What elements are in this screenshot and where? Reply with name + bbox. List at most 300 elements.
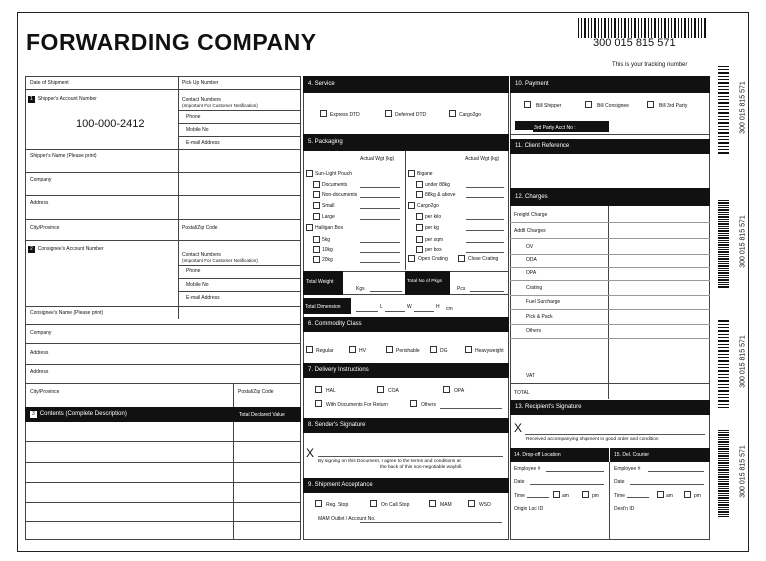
barcode-bar bbox=[718, 256, 729, 257]
packaging-right-label: per sqm bbox=[425, 237, 444, 243]
barcode-bar bbox=[718, 235, 729, 236]
wso-checkbox[interactable] bbox=[468, 500, 475, 507]
barcode-bar bbox=[718, 205, 729, 206]
opa-label: OPA bbox=[454, 388, 465, 394]
barcode-bar bbox=[718, 354, 729, 355]
sender-signature-header: 8. Sender's Signature bbox=[303, 418, 509, 433]
barcode-bar bbox=[718, 200, 729, 201]
packaging-right-weight-line[interactable] bbox=[466, 252, 504, 253]
barcode-bar bbox=[718, 109, 729, 110]
del-courier-am-label: am bbox=[666, 493, 673, 499]
packaging-left-weight-line[interactable] bbox=[360, 252, 400, 253]
packaging-left-checkbox[interactable] bbox=[313, 256, 320, 263]
charge-item-label: Addtl Charges bbox=[514, 228, 546, 234]
barcode-bar bbox=[718, 493, 729, 494]
barcode-bar bbox=[718, 455, 729, 457]
actual-wgt-left-label: Actual Wgt (kg) bbox=[360, 156, 395, 162]
barcode-bar bbox=[718, 237, 729, 239]
commodity-checkbox[interactable] bbox=[386, 346, 393, 353]
charge-row-line bbox=[510, 222, 710, 223]
barcode-bar bbox=[718, 226, 729, 227]
barcode-bar bbox=[718, 462, 729, 464]
barcode-bar bbox=[718, 439, 729, 440]
dim-cm-label: cm bbox=[446, 306, 453, 312]
consignee-company-label: Company bbox=[30, 330, 52, 336]
charge-item-label: TOTAL bbox=[514, 390, 530, 396]
actual-wgt-right-label: Actual Wgt (kg) bbox=[465, 156, 500, 162]
del-courier-pm-label: pm bbox=[694, 493, 701, 499]
del-courier-time-label: Time bbox=[614, 493, 625, 499]
tracking-number: 300 015 815 571 bbox=[593, 37, 676, 49]
consignee-mobile-label: Mobile No bbox=[186, 282, 209, 288]
barcode-bar bbox=[718, 279, 729, 281]
barcode-bar bbox=[718, 251, 729, 253]
barcode-bar bbox=[718, 476, 729, 478]
barcode-bar bbox=[718, 327, 729, 328]
packaging-right-weight-line[interactable] bbox=[466, 219, 504, 220]
charge-item-label: Crating bbox=[526, 285, 543, 291]
consignee-address-label-1: Address bbox=[30, 350, 49, 356]
barcode-bar bbox=[718, 490, 729, 492]
barcode-bar bbox=[718, 514, 729, 515]
barcode-bar bbox=[718, 474, 729, 475]
barcode-bar bbox=[718, 99, 729, 100]
acceptance-header: 9. Shipment Acceptance bbox=[303, 478, 509, 493]
charge-item-label: ODA bbox=[526, 257, 537, 263]
barcode-bar bbox=[718, 96, 729, 97]
barcode-bar bbox=[718, 337, 729, 338]
packaging-right-weight-line[interactable] bbox=[466, 197, 504, 198]
barcode-bar bbox=[718, 357, 729, 358]
kgs-label: Kgs bbox=[356, 286, 365, 292]
barcode-bar bbox=[718, 69, 729, 70]
packaging-right-checkbox[interactable] bbox=[416, 236, 423, 243]
packaging-right-label: 88kg & above bbox=[425, 192, 456, 198]
barcode-bar bbox=[718, 82, 729, 84]
close-crating-checkbox[interactable] bbox=[458, 255, 465, 262]
barcode-bar bbox=[718, 377, 729, 378]
barcode-bar bbox=[718, 384, 729, 385]
barcode-bar bbox=[718, 502, 729, 503]
third-party-acct-label: 3rd Party Acct No : bbox=[534, 125, 576, 131]
barcode-bar bbox=[718, 216, 729, 218]
packaging-left-weight-line[interactable] bbox=[360, 219, 400, 220]
del-courier-pm-checkbox[interactable] bbox=[684, 491, 691, 498]
charge-row-line bbox=[510, 309, 710, 310]
barcode-bar bbox=[718, 451, 729, 452]
bill-consignee-checkbox[interactable] bbox=[585, 101, 592, 108]
drop-off-pm-label: pm bbox=[592, 493, 599, 499]
commodity-checkbox[interactable] bbox=[306, 346, 313, 353]
reg-stop-label: Reg. Stop bbox=[326, 502, 349, 508]
barcode-bar bbox=[718, 89, 729, 90]
barcode-bar bbox=[718, 221, 729, 222]
commodity-label: Heavyweight bbox=[475, 348, 504, 354]
payment-header: 10. Payment bbox=[510, 76, 710, 93]
barcode-bar bbox=[718, 86, 729, 87]
contents-header: 3 Contents (Complete Description) bbox=[25, 407, 301, 422]
barcode-bar bbox=[718, 270, 729, 271]
barcode-bar bbox=[718, 261, 729, 262]
shipper-address-label: Address bbox=[30, 200, 49, 206]
barcode-bar bbox=[718, 129, 729, 130]
coa-checkbox[interactable] bbox=[377, 386, 384, 393]
others-label: Others bbox=[421, 402, 437, 408]
charge-row-line bbox=[510, 280, 710, 281]
hal-label: HAL bbox=[326, 388, 336, 394]
opa-checkbox[interactable] bbox=[443, 386, 450, 393]
packaging-right-checkbox[interactable] bbox=[416, 246, 423, 253]
barcode-bar bbox=[718, 500, 729, 501]
barcode-bar bbox=[718, 516, 729, 517]
packaging-left-checkbox[interactable] bbox=[313, 246, 320, 253]
drop-off-header: 14. Drop-off Location bbox=[514, 452, 561, 458]
packaging-left-checkbox[interactable] bbox=[313, 213, 320, 220]
on-call-stop-label: On Call Stop bbox=[381, 502, 410, 508]
packaging-left-checkbox[interactable] bbox=[306, 170, 313, 177]
barcode-bar bbox=[718, 394, 729, 395]
packaging-right-weight-line[interactable] bbox=[466, 242, 504, 243]
charge-row-line bbox=[510, 324, 710, 325]
shipper-contact-label: Contact Numbers bbox=[182, 97, 221, 103]
packaging-left-weight-line[interactable] bbox=[360, 187, 400, 188]
drop-off-pm-checkbox[interactable] bbox=[582, 491, 589, 498]
mam-checkbox[interactable] bbox=[429, 500, 436, 507]
barcode-bar bbox=[718, 432, 729, 433]
drop-off-employee-label: Employee # bbox=[514, 466, 541, 472]
charge-item-label: OPA bbox=[526, 270, 537, 276]
total-dimension-label: Total Dimension bbox=[305, 304, 341, 310]
barcode-bar bbox=[718, 467, 729, 468]
barcode-bar bbox=[718, 282, 729, 283]
deferred-dtd-label: Deferred DTD bbox=[395, 112, 427, 118]
section-3-number: 3 bbox=[32, 411, 35, 417]
barcode-bar bbox=[718, 479, 729, 480]
commodity-checkbox[interactable] bbox=[349, 346, 356, 353]
shipper-phone-label: Phone bbox=[186, 114, 201, 120]
barcode-bar bbox=[718, 79, 729, 80]
barcode-bar bbox=[718, 486, 729, 487]
barcode-bar bbox=[718, 364, 729, 365]
packaging-left-checkbox[interactable] bbox=[313, 191, 320, 198]
packaging-header: 5. Packaging bbox=[303, 134, 509, 151]
bill-shipper-checkbox[interactable] bbox=[524, 101, 531, 108]
with-documents-label: With Documents For Return bbox=[326, 402, 388, 408]
charge-item-label: OV bbox=[526, 244, 534, 250]
barcode-bar bbox=[718, 268, 729, 269]
pcs-label: Pcs bbox=[457, 286, 466, 292]
open-crating-checkbox[interactable] bbox=[408, 255, 415, 262]
barcode-bar bbox=[718, 254, 729, 255]
del-courier-employee-label: Employee # bbox=[614, 466, 641, 472]
charge-item-label: Freight Charge bbox=[514, 212, 548, 218]
bill-third-party-checkbox[interactable] bbox=[647, 101, 654, 108]
barcode-bar bbox=[718, 340, 729, 342]
barcode-bar bbox=[718, 334, 729, 335]
others-checkbox[interactable] bbox=[410, 400, 417, 407]
origin-loc-label: Origin Loc ID bbox=[514, 506, 544, 512]
packaging-left-weight-line[interactable] bbox=[360, 242, 400, 243]
side-barcode-number: 300 015 815 571 bbox=[739, 335, 747, 388]
shipper-company-label: Company bbox=[30, 177, 52, 183]
barcode-bar bbox=[718, 458, 729, 459]
packaging-right-weight-line[interactable] bbox=[466, 187, 504, 188]
packaging-right-checkbox[interactable] bbox=[408, 170, 415, 177]
side-barcode bbox=[718, 430, 729, 520]
sender-terms-line-2: the back of this non-negotiable waybill. bbox=[380, 465, 463, 470]
packaging-left-checkbox[interactable] bbox=[313, 236, 320, 243]
barcode-bar bbox=[718, 504, 729, 506]
barcode-bar bbox=[718, 495, 729, 496]
barcode-bar bbox=[718, 374, 729, 375]
barcode-bar bbox=[718, 453, 729, 454]
with-documents-checkbox[interactable] bbox=[315, 400, 322, 407]
charge-row-line bbox=[510, 238, 710, 239]
section-1-number: 1 bbox=[30, 96, 33, 102]
drop-off-am-label: am bbox=[562, 493, 569, 499]
commodity-checkbox[interactable] bbox=[430, 346, 437, 353]
barcode-bar bbox=[718, 249, 729, 250]
barcode-bar bbox=[718, 149, 729, 150]
reg-stop-checkbox[interactable] bbox=[315, 500, 322, 507]
mam-outlet-label: MAM Outlet / Account No. bbox=[318, 516, 376, 522]
barcode-bar bbox=[718, 483, 729, 485]
packaging-left-checkbox[interactable] bbox=[313, 202, 320, 209]
packaging-right-checkbox[interactable] bbox=[416, 224, 423, 231]
barcode-bar bbox=[718, 102, 729, 104]
barcode-bar bbox=[718, 207, 729, 208]
barcode-bar bbox=[718, 330, 729, 332]
charge-item-label: Others bbox=[526, 328, 542, 334]
packaging-right-label: under 88kg bbox=[425, 182, 451, 188]
barcode-bar bbox=[718, 122, 729, 124]
side-barcode-number: 300 015 815 571 bbox=[739, 215, 747, 268]
packaging-left-checkbox[interactable] bbox=[313, 181, 320, 188]
side-barcode-number: 300 015 815 571 bbox=[739, 445, 747, 498]
wso-label: WSO bbox=[479, 502, 491, 508]
sender-signature-x[interactable]: X bbox=[306, 446, 315, 460]
barcode-bar bbox=[718, 370, 729, 372]
packaging-right-label: Bigane bbox=[417, 171, 433, 177]
barcode-bar bbox=[718, 509, 729, 510]
barcode-bar bbox=[718, 106, 729, 107]
barcode-bar bbox=[718, 72, 729, 74]
barcode-bar bbox=[718, 66, 729, 67]
packaging-right-checkbox[interactable] bbox=[416, 213, 423, 220]
on-call-stop-checkbox[interactable] bbox=[370, 500, 377, 507]
bill-third-party-label: Bill 3rd Party bbox=[659, 103, 688, 109]
section-2-number: 2 bbox=[30, 246, 33, 252]
barcode-bar bbox=[718, 277, 729, 278]
barcode-bar bbox=[718, 233, 729, 234]
service-header: 4. Service bbox=[303, 76, 509, 93]
barcode-bar bbox=[718, 507, 729, 508]
shipper-mobile-label: Mobile No bbox=[186, 127, 209, 133]
consignee-city-label: City/Province bbox=[30, 389, 60, 395]
barcode-bar bbox=[718, 446, 729, 447]
dim-w-label: W bbox=[407, 304, 412, 310]
declared-value-label: Total Declared Value bbox=[239, 412, 285, 418]
charge-item-label: VAT bbox=[526, 373, 535, 379]
barcode-bar bbox=[718, 152, 729, 154]
charge-total-line bbox=[510, 383, 710, 384]
packaging-left-label: Large bbox=[322, 214, 335, 220]
shipper-contact-note: (Important For Customer Notification) bbox=[182, 103, 258, 108]
hal-checkbox[interactable] bbox=[315, 386, 322, 393]
charge-row-line bbox=[510, 267, 710, 268]
commodity-checkbox[interactable] bbox=[465, 346, 472, 353]
packaging-left-weight-line[interactable] bbox=[360, 197, 400, 198]
barcode-bar bbox=[718, 407, 729, 408]
packaging-right-checkbox[interactable] bbox=[416, 191, 423, 198]
barcode-bar bbox=[718, 441, 729, 443]
del-courier-date-label: Date bbox=[614, 479, 625, 485]
express-dtd-label: Express DTD bbox=[330, 112, 360, 118]
barcode-bar bbox=[718, 112, 729, 114]
barcode-bar bbox=[718, 437, 729, 438]
barcode-bar bbox=[718, 275, 729, 276]
dim-l-label: L bbox=[380, 304, 383, 310]
barcode-bar bbox=[718, 360, 729, 362]
packaging-left-label: 20kg bbox=[322, 257, 333, 263]
cargo2go-label: Cargo2go bbox=[459, 112, 481, 118]
consignee-postal-label: Postal/Zip Code bbox=[238, 389, 274, 395]
barcode-bar bbox=[718, 286, 729, 288]
barcode-bar bbox=[718, 324, 729, 325]
barcode-bar bbox=[718, 460, 729, 461]
barcode-bar bbox=[718, 350, 729, 352]
recipient-signature-x[interactable]: X bbox=[514, 421, 523, 435]
consignee-address-label-2: Address bbox=[30, 369, 49, 375]
consignee-contact-note: (Important For Customer Notification) bbox=[182, 258, 258, 263]
charge-item-label: Pick & Pack bbox=[526, 314, 553, 320]
barcode-bar bbox=[718, 230, 729, 232]
barcode-bar bbox=[718, 387, 729, 388]
barcode-bar bbox=[718, 228, 729, 229]
packaging-left-label: Halligan Box bbox=[315, 225, 344, 231]
packaging-left-checkbox[interactable] bbox=[306, 224, 313, 231]
barcode-bar bbox=[718, 430, 729, 431]
del-courier-am-checkbox[interactable] bbox=[657, 491, 664, 498]
date-of-shipment-label: Date of Shipment bbox=[30, 80, 69, 86]
shipper-name-label: Shipper's Name (Please print) bbox=[30, 153, 97, 159]
shipper-account-number[interactable]: 100-000-2412 bbox=[76, 118, 145, 130]
barcode-bar bbox=[718, 390, 729, 392]
packaging-left-label: Sun-Light Pouch bbox=[315, 171, 352, 177]
packaging-right-checkbox[interactable] bbox=[416, 181, 423, 188]
charge-row-line bbox=[510, 295, 710, 296]
packaging-left-label: Non-documents bbox=[322, 192, 358, 198]
barcode-bar bbox=[718, 242, 729, 243]
barcode-bar bbox=[718, 212, 729, 213]
barcode-bar bbox=[718, 132, 729, 134]
barcode-bar bbox=[718, 400, 729, 402]
barcode-bar bbox=[718, 258, 729, 260]
consignee-email-label: E-mail Address bbox=[186, 295, 220, 301]
bill-shipper-label: Bill Shipper bbox=[536, 103, 562, 109]
drop-off-am-checkbox[interactable] bbox=[553, 491, 560, 498]
del-courier-header: 15. Del. Courier bbox=[614, 452, 650, 458]
shipper-city-label: City/Province bbox=[30, 225, 60, 231]
barcode-bar bbox=[718, 511, 729, 513]
delivery-header: 7. Delivery Instructions bbox=[303, 363, 509, 378]
side-barcode bbox=[718, 200, 729, 290]
consignee-name-label: Consignee's Name (Please print) bbox=[30, 310, 104, 316]
barcode-bar bbox=[718, 247, 729, 248]
charge-item-label: Fuel Surcharge bbox=[526, 299, 561, 305]
barcode-bar bbox=[718, 344, 729, 345]
side-barcode bbox=[718, 66, 729, 156]
express-dtd-checkbox[interactable] bbox=[320, 110, 327, 117]
packaging-left-label: 10kg bbox=[322, 247, 333, 253]
barcode-bar bbox=[718, 404, 729, 405]
drop-off-time-label: Time bbox=[514, 493, 525, 499]
barcode-bar bbox=[718, 284, 729, 285]
barcode-bar bbox=[718, 469, 729, 471]
barcode-bar bbox=[718, 444, 729, 445]
barcode-bar bbox=[718, 488, 729, 489]
packaging-left-weight-line[interactable] bbox=[360, 208, 400, 209]
barcode-bar bbox=[718, 265, 729, 267]
barcode-bar bbox=[718, 465, 729, 466]
packaging-left-label: Documents bbox=[322, 182, 348, 188]
barcode-bar bbox=[718, 146, 729, 147]
barcode-bar bbox=[718, 448, 729, 450]
open-crating-label: Open Crating bbox=[418, 256, 448, 262]
commodity-header: 6. Commodity Class bbox=[303, 317, 509, 332]
total-pkgs-label: Total No of Pkgs bbox=[407, 279, 442, 284]
commodity-label: Perishable bbox=[396, 348, 420, 354]
dim-h-label: H bbox=[436, 304, 440, 310]
consignee-contact-label: Contact Numbers bbox=[182, 252, 221, 258]
side-barcode bbox=[718, 320, 729, 410]
charge-row-line bbox=[510, 338, 710, 339]
barcode-bar bbox=[718, 142, 729, 144]
side-barcode-number: 300 015 815 571 bbox=[739, 81, 747, 134]
barcode-bar bbox=[718, 214, 729, 215]
charges-header: 12. Charges bbox=[510, 188, 710, 206]
recipient-signature-header: 13. Recipient's Signature bbox=[510, 400, 710, 415]
packaging-right-label: per box bbox=[425, 247, 442, 253]
barcode-bar bbox=[718, 380, 729, 382]
barcode-bar bbox=[718, 219, 729, 220]
charge-row-line bbox=[510, 254, 710, 255]
barcode-bar bbox=[718, 263, 729, 264]
coa-label: COA bbox=[388, 388, 399, 394]
dest-id-label: Dest'n ID bbox=[614, 506, 635, 512]
packaging-right-label: Cargo2go bbox=[417, 203, 439, 209]
packaging-left-weight-line[interactable] bbox=[360, 262, 400, 263]
packaging-left-label: Small bbox=[322, 203, 335, 209]
shipper-account-label: 1 Shipper's Account Number bbox=[30, 96, 97, 102]
barcode-bar bbox=[718, 497, 729, 499]
barcode-bar bbox=[718, 367, 729, 368]
recipient-signature-text: Received accompanying shipment in good order and condition bbox=[526, 437, 659, 442]
packaging-right-weight-line[interactable] bbox=[466, 230, 504, 231]
commodity-label: HV bbox=[359, 348, 366, 354]
barcode-bar bbox=[718, 209, 729, 211]
packaging-right-checkbox[interactable] bbox=[408, 202, 415, 209]
deferred-dtd-checkbox[interactable] bbox=[385, 110, 392, 117]
cargo2go-checkbox[interactable] bbox=[449, 110, 456, 117]
barcode-bar bbox=[718, 481, 729, 482]
tracking-caption: This is your tracking number bbox=[612, 62, 688, 68]
barcode-bar bbox=[718, 92, 729, 94]
shipper-postal-label: Postal/Zip Code bbox=[182, 225, 218, 231]
barcode-bar bbox=[718, 397, 729, 398]
packaging-right-label: per kilo bbox=[425, 214, 442, 220]
barcode-bar bbox=[718, 136, 729, 137]
